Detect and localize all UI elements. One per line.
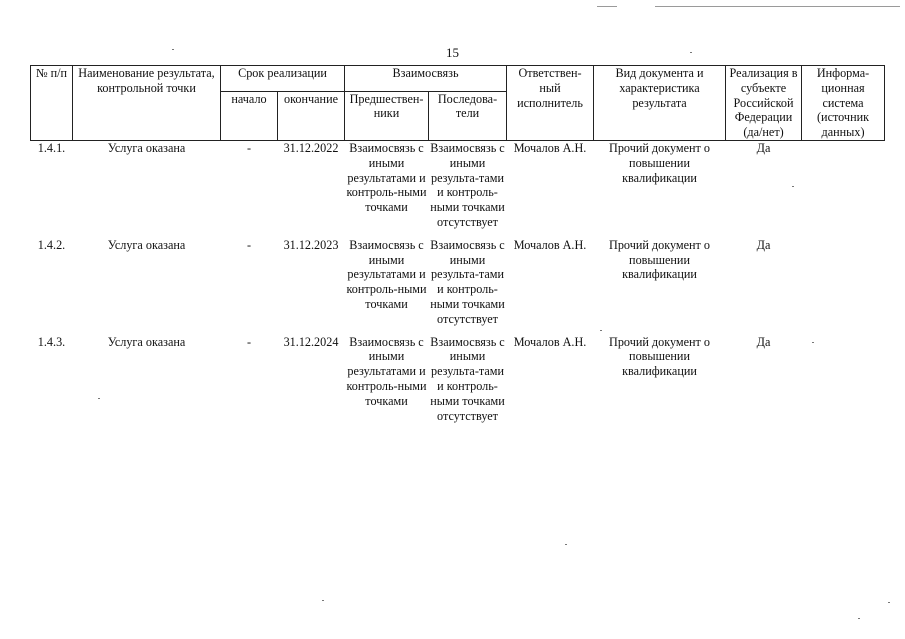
results-table (30, 65, 885, 423)
row-name: Услуга оказана (107, 237, 186, 252)
row-responsible: Мочалов А.Н. (513, 140, 587, 155)
row-successors: Взаимосвязь с иными результа-тами и контроль-ными точками отсутствует (430, 237, 505, 326)
row-info-system (802, 238, 885, 327)
scan-speck (322, 600, 324, 601)
row-num: 1.4.1. (37, 140, 66, 155)
table-row (31, 238, 885, 327)
scan-top-line-long (655, 6, 900, 7)
row-spacer (31, 230, 885, 238)
row-predecessors: Взаимосвязь с иными результатами и контроль-ными точками (346, 237, 427, 311)
row-end: 31.12.2024 (283, 334, 339, 349)
page-number: 15 (446, 45, 459, 60)
header-period-start: начало (221, 91, 278, 140)
header-relation: Взаимосвязь (345, 66, 507, 92)
header-row-1 (31, 66, 885, 92)
row-responsible: Мочалов А.Н. (513, 237, 587, 252)
row-region-impl: Да (756, 334, 771, 349)
scan-speck (792, 186, 794, 187)
row-region-impl: Да (756, 140, 771, 155)
scan-speck (172, 49, 174, 50)
header-info-system: Информа-ционная система (источник данных) (802, 66, 885, 141)
row-start: - (246, 140, 252, 155)
row-successors: Взаимосвязь с иными результа-тами и контроль-ными точками отсутствует (430, 334, 505, 423)
header-doc-type: Вид документа и характеристика результата (594, 66, 726, 141)
scan-speck (98, 398, 100, 399)
row-region-impl: Да (756, 237, 771, 252)
row-end: 31.12.2023 (283, 237, 339, 252)
row-predecessors: Взаимосвязь с иными результатами и контроль-ными точками (346, 140, 427, 215)
scan-speck (888, 602, 890, 603)
row-successors: Взаимосвязь с иными результа-тами и контроль-ными точками отсутствует (430, 140, 505, 229)
scan-speck (690, 52, 692, 53)
row-num: 1.4.3. (37, 334, 66, 349)
header-period: Срок реализации (221, 66, 345, 92)
row-info-system (802, 335, 885, 424)
row-doc-type: Прочий документ о повышении квалификации (609, 140, 710, 185)
row-num: 1.4.2. (37, 237, 66, 252)
header-relation-prev: Предшествен-ники (345, 91, 429, 140)
header-relation-next: Последова-тели (429, 91, 507, 140)
row-doc-type: Прочий документ о повышении квалификации (609, 334, 710, 379)
scan-speck (565, 544, 567, 545)
row-doc-type: Прочий документ о повышении квалификации (609, 237, 710, 282)
row-name: Услуга оказана (107, 334, 186, 349)
row-responsible: Мочалов А.Н. (513, 334, 587, 349)
scan-speck (600, 330, 602, 331)
table-row (31, 140, 885, 229)
scan-speck (812, 342, 814, 343)
row-name: Услуга оказана (107, 140, 186, 155)
header-num: № п/п (31, 66, 73, 141)
table-row (31, 335, 885, 424)
scan-speck (858, 618, 860, 619)
header-region-impl: Реализация в субъекте Российской Федерации (да/нет) (726, 66, 802, 141)
row-start: - (246, 334, 252, 349)
row-info-system (802, 140, 885, 229)
scan-top-line-short (597, 6, 617, 7)
header-period-end: окончание (278, 91, 345, 140)
header-responsible: Ответствен-ный исполнитель (507, 66, 594, 141)
row-start: - (246, 237, 252, 252)
row-predecessors: Взаимосвязь с иными результатами и контроль-ными точками (346, 334, 427, 408)
row-spacer (31, 327, 885, 335)
row-end: 31.12.2022 (283, 140, 339, 155)
header-name: Наименование результата, контрольной точки (73, 66, 221, 141)
